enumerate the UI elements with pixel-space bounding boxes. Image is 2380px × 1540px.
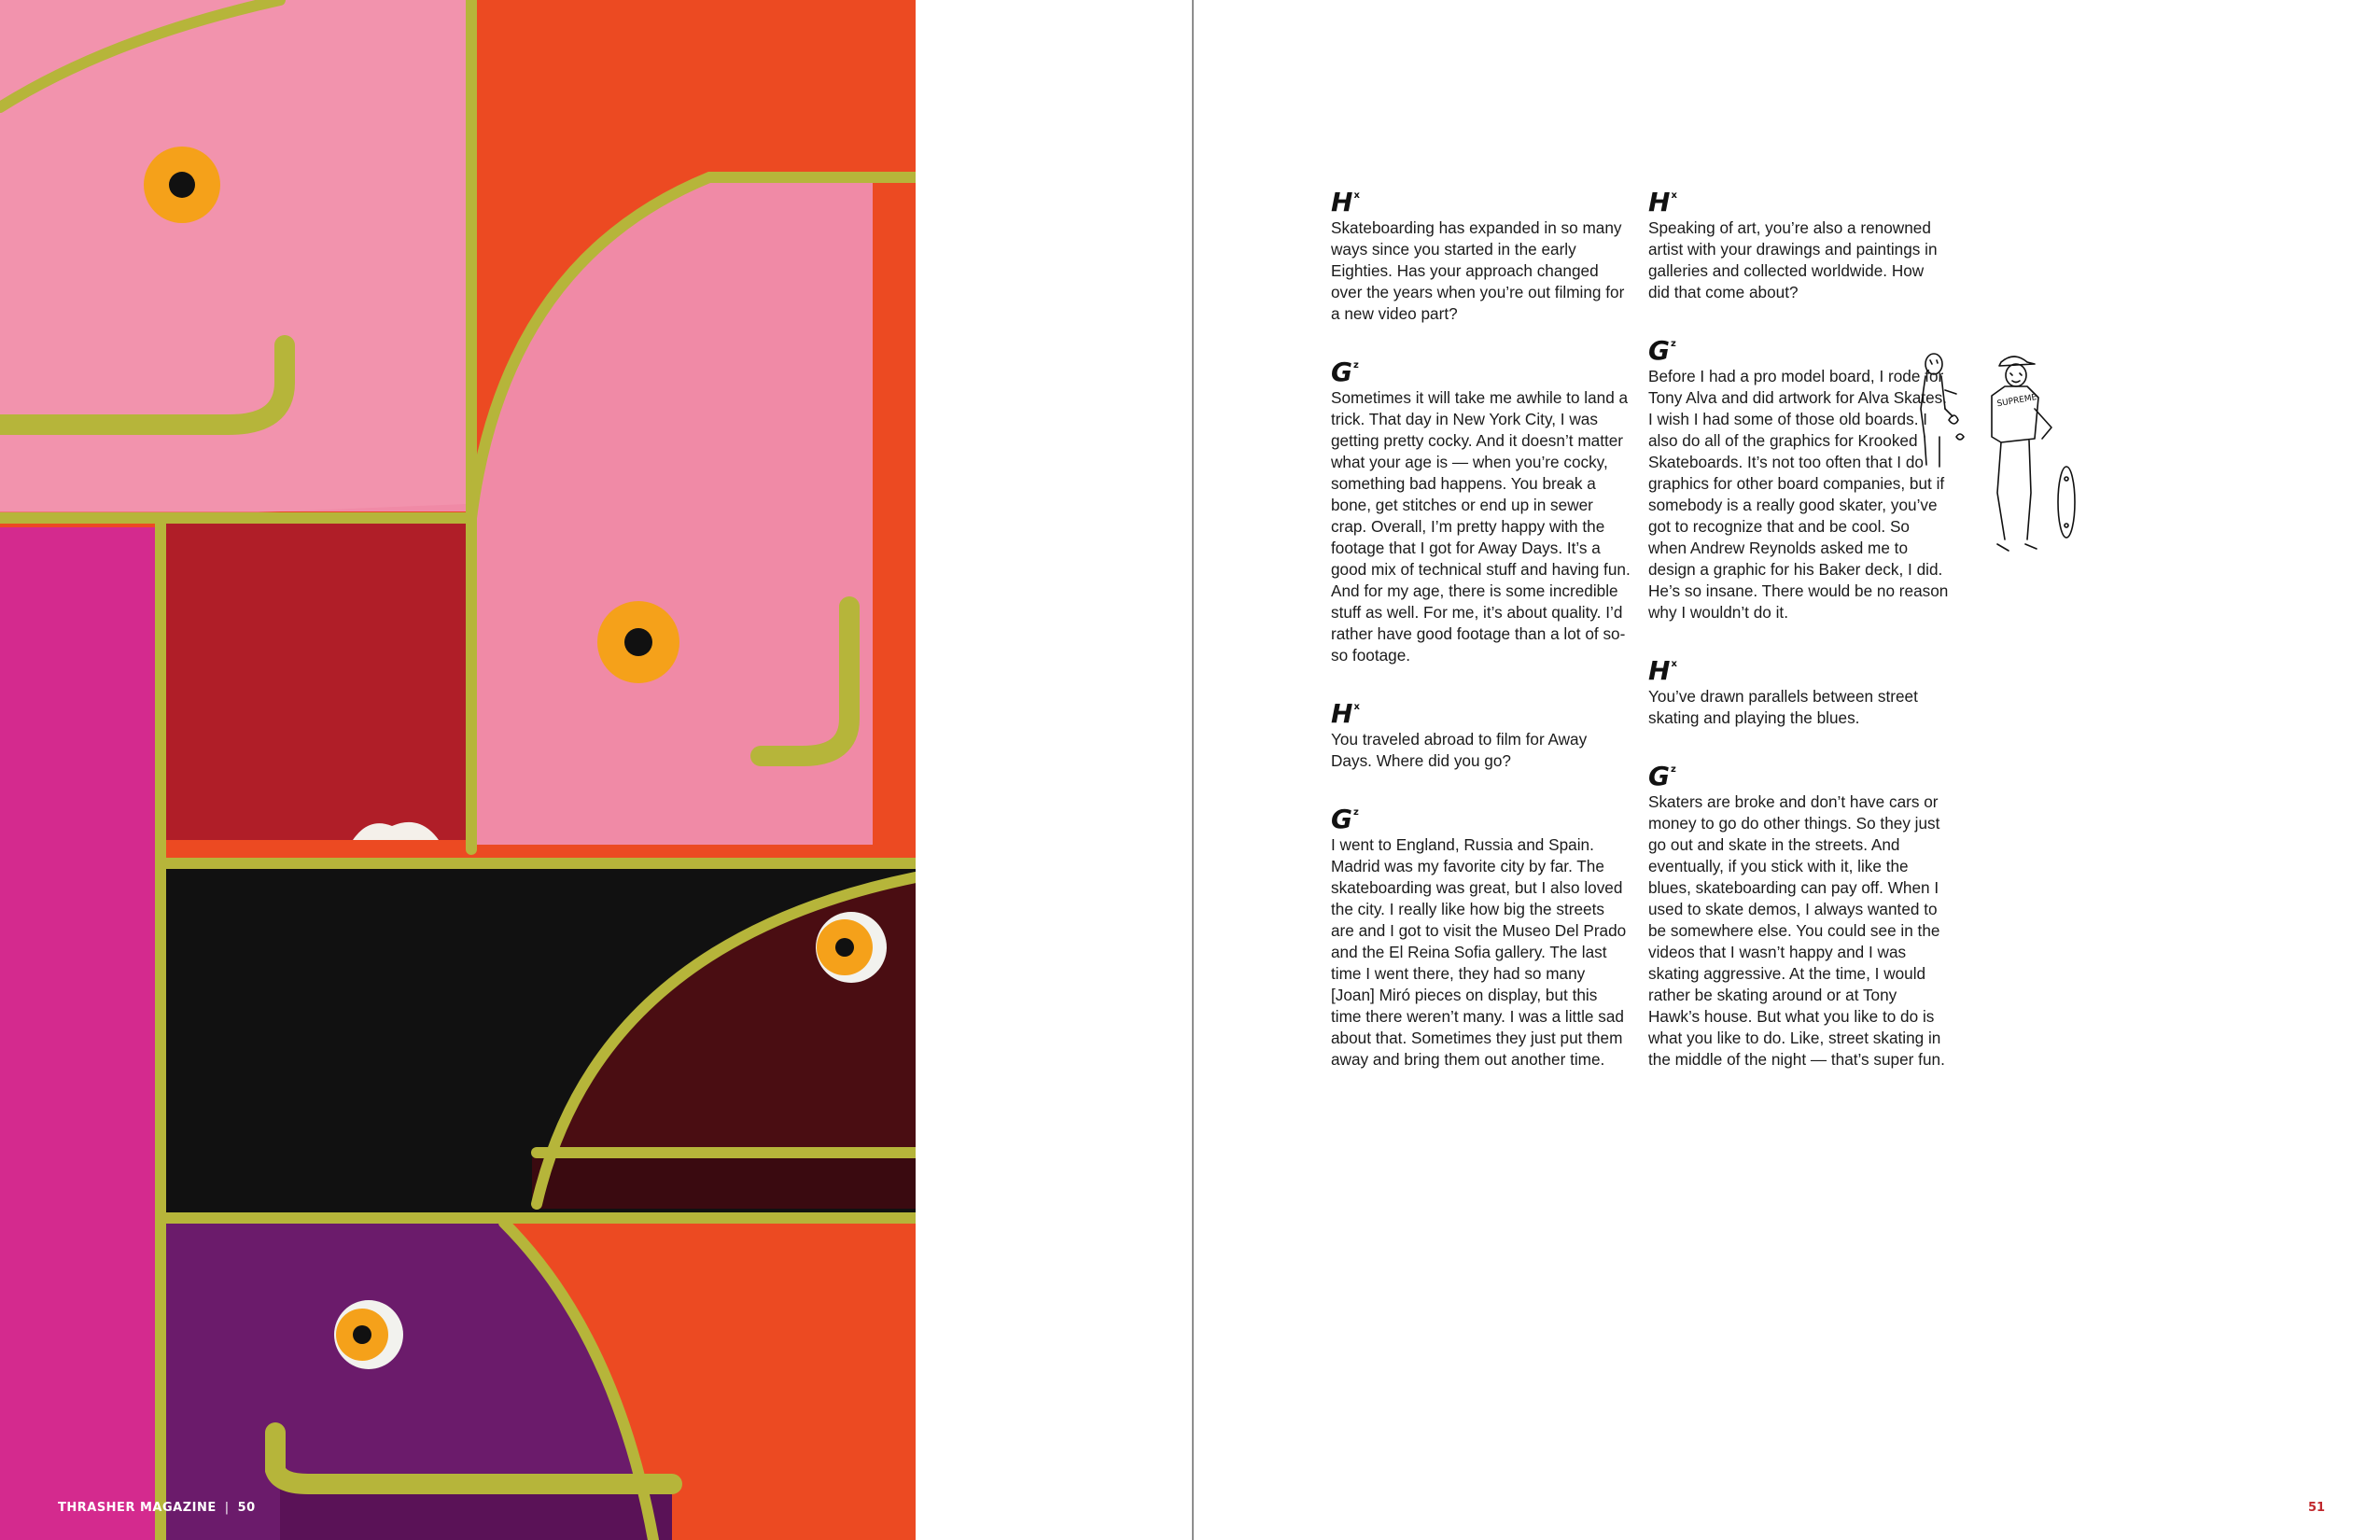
sketch-shirt-text: SUPREME [1995,393,2038,410]
question-text: You’ve drawn parallels between street skating and playing the blues. [1648,687,1918,727]
answer-text: Skaters are broke and don’t have cars or money to go do other things. So they just go out and skate in the streets. And eventually, if you stick with it, like the blues, skateboarding can pay off. When I used to skate demos, I always wanted to be somewhere else. You could see in the videos that I wasn’t happy and I was skating aggressive. At the time, I would rather be skating around or at Tony Hawk’s house. But what you like to do is what you like to do. Like, street skating in the middle of the night — that’s super fun. [1648,792,1945,1069]
answer-block [1648,757,1949,1071]
answer-text: Before I had a pro model board, I rode for Tony Alva and did artwork for Alva Skates. I wish I had some of those old boards. I also do all of the graphics for Krooked Skateboards. It’s not too often that I do graphics for other board companies, but if somebody is a really good skater, you’ve got to recognize that and be cool. So when Andrew Reynolds asked me to design a graphic for his Baker deck, I did. He’s so insane. There would be no reason why I wouldn’t do it. [1648,367,1949,622]
question-block [1331,183,1631,325]
question-block [1648,183,1949,303]
gonz-marker-icon: $G^z$ [1331,804,1359,834]
folio-separator: | [224,1501,230,1515]
answer-block [1331,800,1631,1071]
gonz-marker-icon: $G^z$ [1331,357,1359,387]
eye-purple-face-pupil [353,1325,371,1344]
interview-column-1 [1331,183,1631,1099]
question-text: You traveled abroad to film for Away Days. Where did you go? [1331,730,1588,770]
hawk-marker-icon: $H^x$ [1648,187,1677,217]
answer-block [1648,331,1949,623]
answer-block [1331,353,1631,666]
sketch-large-figure [1992,357,2075,551]
answer-text: Sometimes it will take me awhile to land a trick. That day in New York City, I was getting pretty cocky. And it doesn’t matter what your age is — when you’re cocky, something bad happens. You break a bone, get stitches or end up in sewer crap. Overall, I’m pretty happy with the footage that I got for Away Days. It’s a good mix of technical stuff and having fun. And for my age, there is some incredible stuff as well. For me, it’s about quality. I’d rather have good footage than a lot of so-so footage. [1331,388,1631,665]
magenta-strip [0,527,157,1540]
question-block [1331,694,1631,772]
question-text: Skateboarding has expanded in so many ways since you started in the early Eighties. Has your approach changed over the years when you’re out filming for a new video part? [1331,218,1625,323]
pink-face-highlight [0,0,467,523]
eye-top-left-pupil [169,172,195,198]
left-folio [58,1501,256,1515]
eye-maroon-face-pupil [835,938,854,957]
painting-artwork [0,0,916,1540]
gutter-line [1192,0,1194,1540]
publication-name: THRASHER MAGAZINE [58,1501,217,1515]
interview-column-2 [1648,183,1949,1099]
hawk-marker-icon: $H^x$ [1648,655,1677,686]
answer-text: I went to England, Russia and Spain. Madrid was my favorite city by far. The skateboarding was great, but I also loved the city. I really like how big the streets are and I got to visit the Museo Del Prado and the El Reina Sofia gallery. The last time I went there, they had so many [Joan] Miró pieces on display, but this time there weren’t many. I was a little sad about that. Sometimes they just put them away and bring them out another time. [1331,835,1627,1069]
dark-red-block [166,523,467,840]
sketch-illustration [1911,353,2098,577]
gonz-marker-icon: $G^z$ [1648,335,1676,366]
sketch-small-figure [1921,354,1964,467]
maroon-mouth-band [532,1157,916,1209]
right-page-number: 51 [2308,1501,2326,1515]
question-block [1648,651,1949,729]
hawk-marker-icon: $H^x$ [1331,698,1360,729]
gonz-marker-icon: $G^z$ [1648,761,1676,791]
eye-arch-face-pupil [624,628,652,656]
hawk-marker-icon: $H^x$ [1331,187,1360,217]
left-page-number: 50 [237,1501,256,1515]
question-text: Speaking of art, you’re also a renowned artist with your drawings and paintings in galleries and collected worldwide. How did that come about? [1648,218,1938,301]
